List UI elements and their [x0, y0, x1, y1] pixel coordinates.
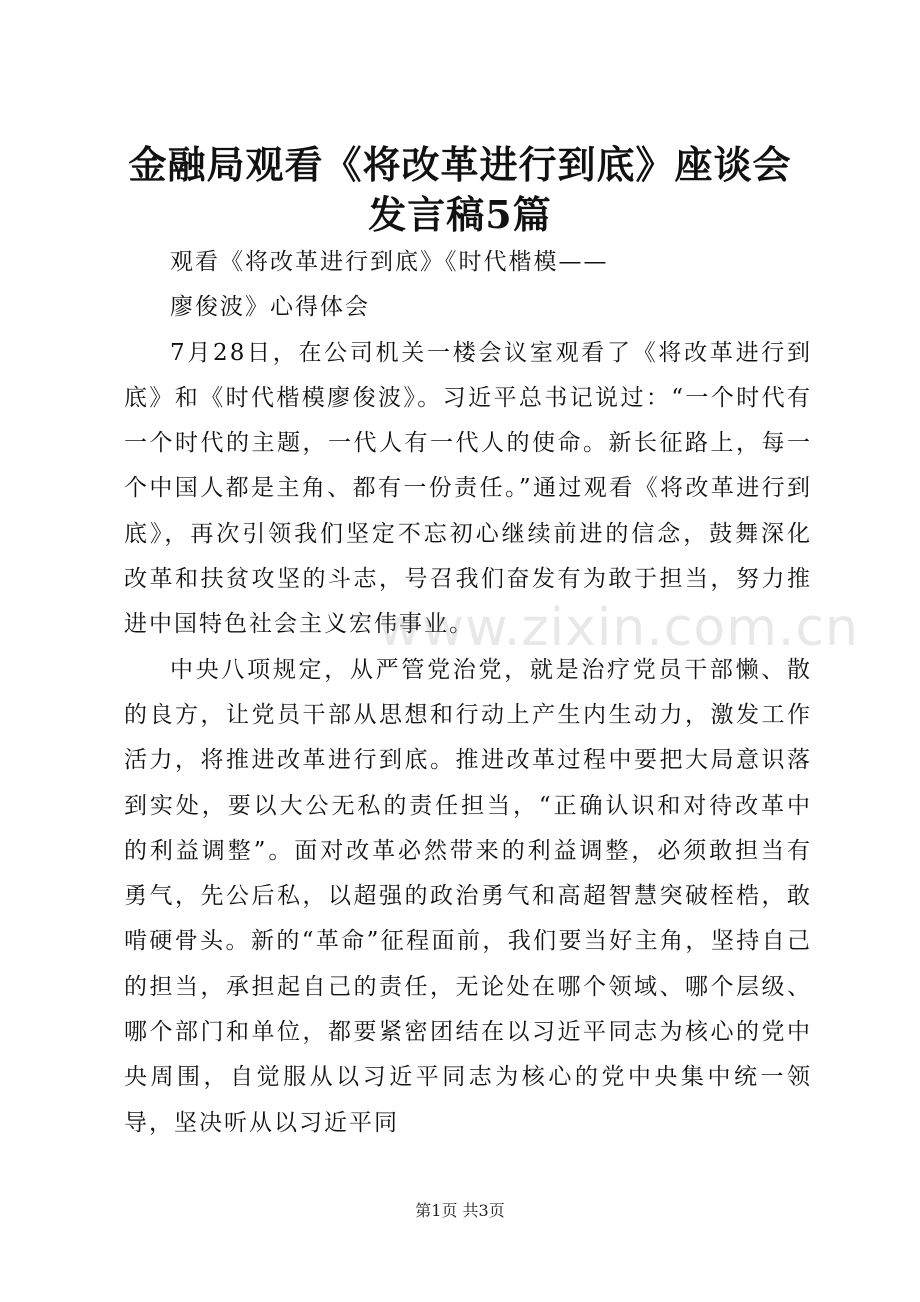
paragraph: 7月28日，在公司机关一楼会议室观看了《将改革进行到底》和《时代楷模廖俊波》。习近平总书记说过：“一个时代有一个时代的主题，一代人有一代人的使命。新长征路上，每一个中国人都是主角、都有一份责任。”通过观看《将改革进行到底》，再次引领我们坚定不忘初心继续前进的信念，鼓舞深化改革和扶贫攻坚的斗志，号召我们奋发有为敢于担当，努力推进中国特色社会主义宏伟事业。: [124, 339, 812, 638]
watermark: www.zixin.com.cn: [378, 598, 859, 658]
document-title: 金融局观看《将改革进行到底》座谈会发言稿5篇: [128, 142, 792, 237]
page-footer: 第1页 共3页: [415, 1201, 505, 1220]
paragraph: 观看《将改革进行到底》《时代楷模——: [170, 249, 609, 275]
document-body: [124, 240, 812, 1146]
paragraph: 中央八项规定，从严管党治党，就是治疗党员干部懒、散的良方，让党员干部从思想和行动上产生内生动力，激发工作活力，将推进改革进行到底。推进改革过程中要把大局意识落到实处，要以大公无私的责任担当，“正确认识和对待改革中的利益调整”。面对改革必然带来的利益调整，必须敢担当有勇气，先公后私，以超强的政治勇气和高超智慧突破桎梏，敢啃硬骨头。新的“革命”征程面前，我们要当好主角，坚持自己的担当，承担起自己的责任，无论处在哪个领域、哪个层级、哪个部门和单位，都要紧密团结在以习近平同志为核心的党中央周围，自觉服从以习近平同志为核心的党中央集中统一领导，坚决听从以习近平同: [124, 656, 812, 1136]
paragraph: 廖俊波》心得体会: [170, 294, 370, 321]
